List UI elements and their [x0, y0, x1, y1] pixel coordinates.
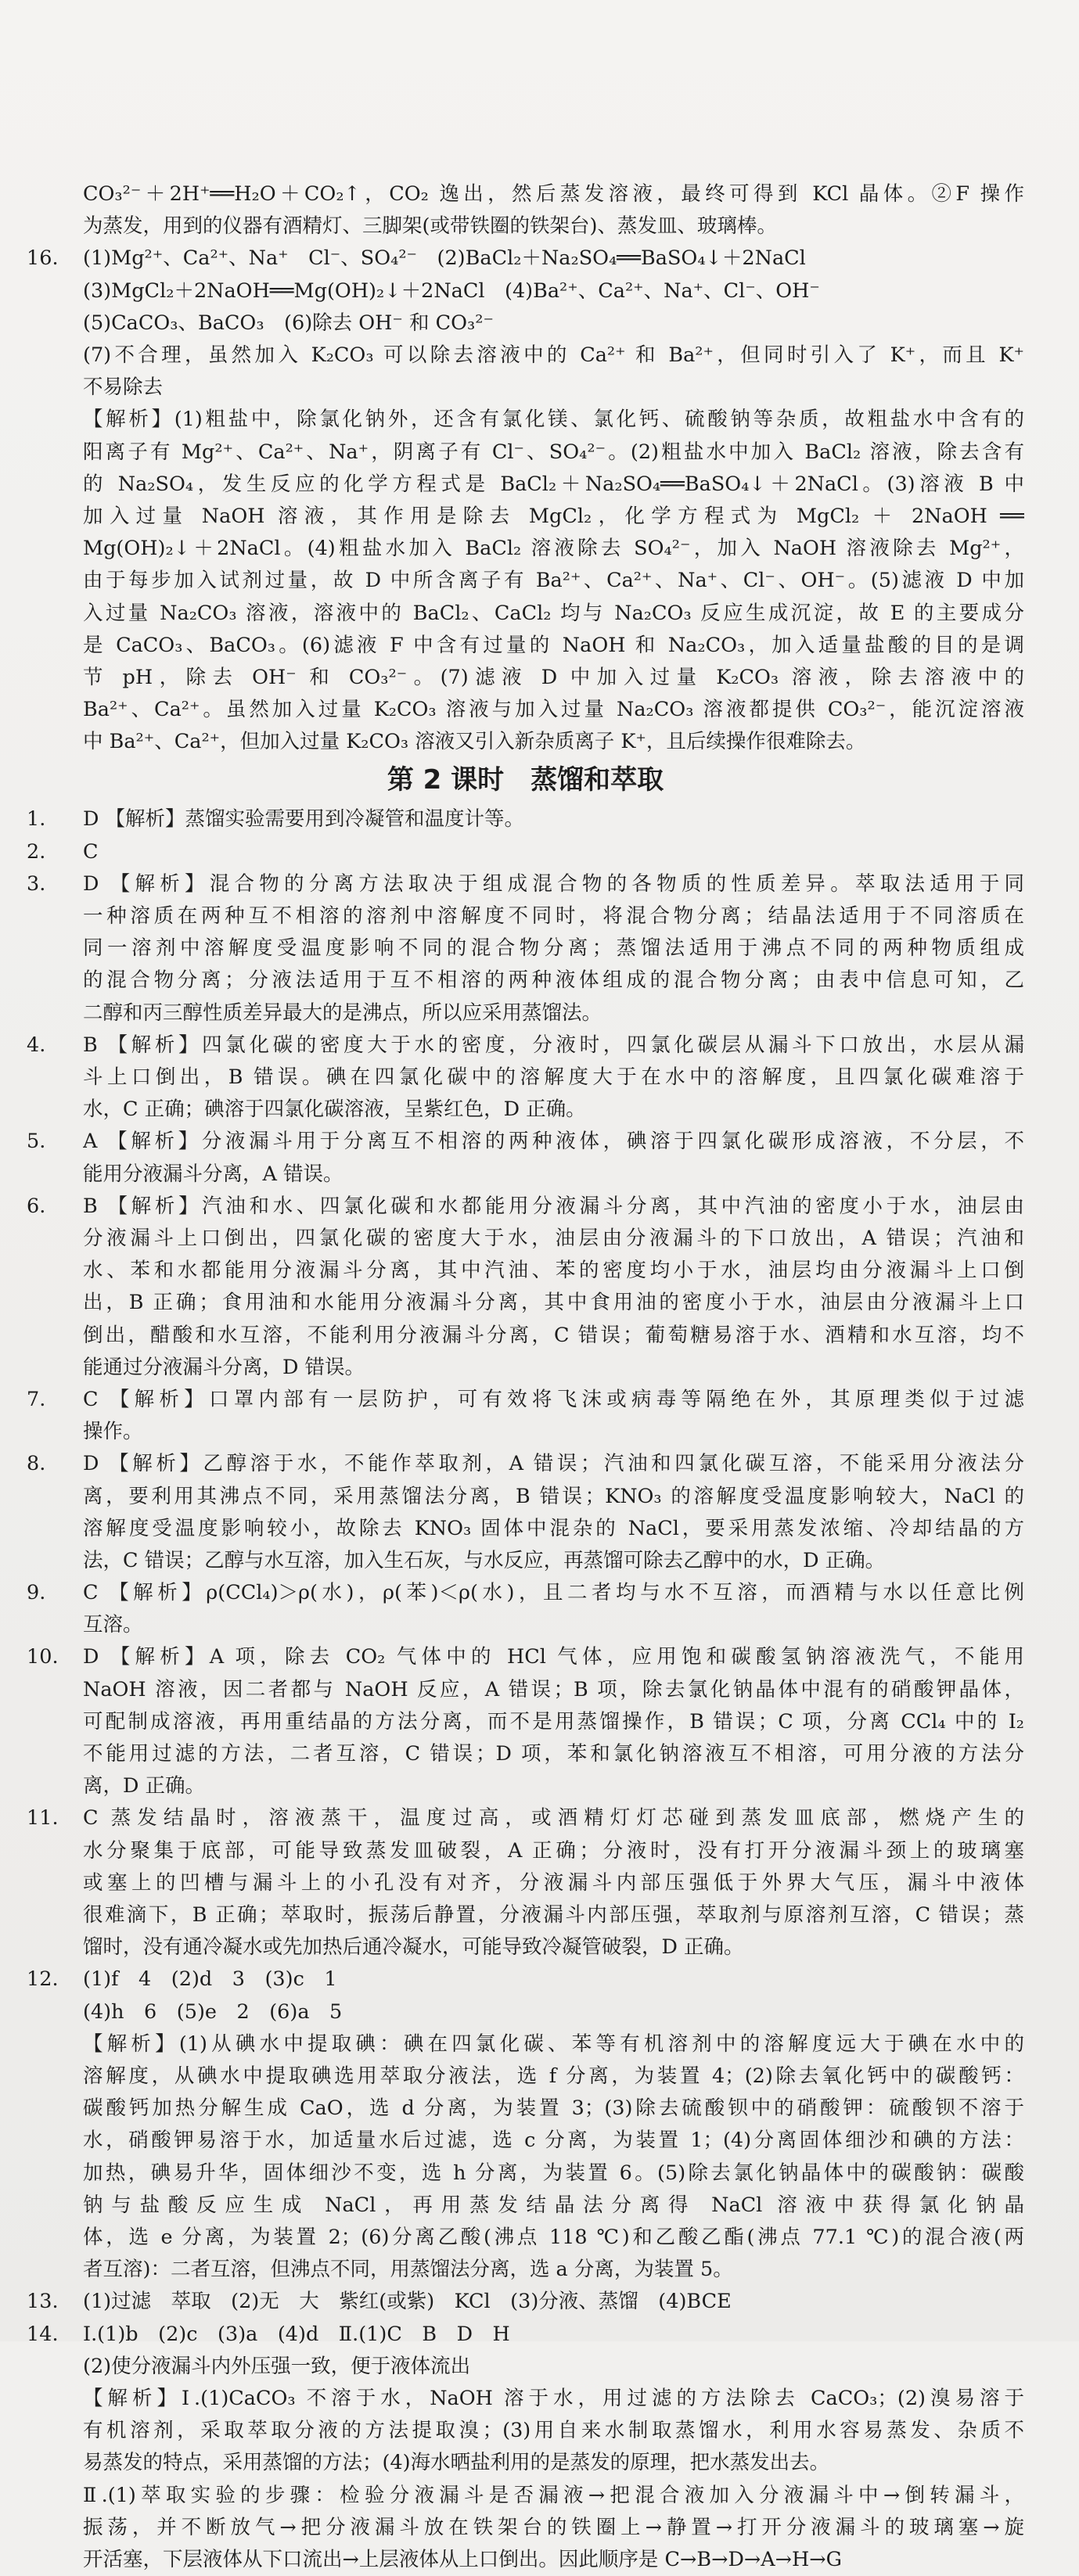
answer-body: [83, 1126, 1024, 1190]
answer-entry: [27, 803, 1024, 835]
answer-body: [83, 1963, 1024, 2286]
answer-line: 水、苯和水都能用分液漏斗分离，其中汽油、苯的密度均小于水，油层均由分液漏斗上口倒: [83, 1259, 1024, 1283]
answer-body: [83, 2319, 1024, 2576]
answer-entry: [27, 1126, 1024, 1190]
answer-line: 出，B 正确；食用油和水能用分液漏斗分离，其中食用油的密度小于水，油层由分液漏斗上口: [83, 1291, 1024, 1315]
answer-line: 的 Na₂SO₄，发生反应的化学方程式是 BaCl₂＋Na₂SO₄══BaSO₄↓＋2NaCl。(3)溶液 B 中: [83, 472, 1024, 496]
answer-body: [83, 868, 1024, 1029]
answer-entry: [27, 178, 1024, 243]
answer-entry: [27, 1641, 1024, 1802]
answer-line: Ⅱ.(1)萃取实验的步骤：检验分液漏斗是否漏液→把混合液加入分液漏斗中→倒转漏斗，: [83, 2483, 1024, 2507]
question-number: 7.: [27, 1387, 46, 1411]
answer-line: 水分聚集于底部，可能导致蒸发皿破裂，A 正确；分液时，没有打开分液漏斗颈上的玻璃塞: [83, 1838, 1024, 1863]
answer-line: C 蒸发结晶时，溶液蒸干，温度过高，或酒精灯灯芯碰到蒸发皿底部，燃烧产生的: [83, 1806, 1024, 1831]
answer-line: 者互溶)：二者互溶，但沸点不同，用蒸馏法分离，选 a 分离，为装置 5。: [83, 2258, 733, 2282]
answer-body: [83, 1191, 1024, 1384]
answer-line: 斗上口倒出，B 错误。碘在四氯化碳中的溶解度大于在水中的溶解度，且四氯化碳难溶于: [83, 1065, 1024, 1090]
answer-entry: [27, 1384, 1024, 1448]
answer-line: 【解析】Ⅰ.(1)CaCO₃ 不溶于水，NaOH 溶于水，用过滤的方法除去 CaCO₃；(2)溴易溶于: [83, 2386, 1024, 2410]
answer-line: 阳离子有 Mg²⁺、Ca²⁺、Na⁺，阴离子有 Cl⁻、SO₄²⁻。(2)粗盐水中加入 BaCl₂ 溶液，除去含有: [83, 440, 1024, 464]
question-number: 1.: [27, 807, 46, 832]
answer-line: 分液漏斗上口倒出，四氯化碳的密度大于水，油层由分液漏斗的下口放出，A 错误；汽油和: [83, 1226, 1024, 1250]
answer-line: (1)f 4 (2)d 3 (3)c 1: [83, 1967, 337, 1992]
answer-line: D 【解析】蒸馏实验需要用到冷凝管和温度计等。: [83, 807, 525, 832]
answer-line: A 【解析】分液漏斗用于分离互不相溶的两种液体，碘溶于四氯化碳形成溶液，不分层，不: [83, 1130, 1024, 1154]
answer-line: 节 pH，除去 OH⁻ 和 CO₃²⁻。(7)滤液 D 中加入过量 K₂CO₃ 溶液，除去溶液中的: [83, 665, 1024, 689]
answer-entry: [27, 1802, 1024, 1963]
answer-line: 馏时，没有通冷凝水或先加热后通冷凝水，可能导致冷凝管破裂，D 正确。: [83, 1935, 744, 1960]
answer-line: 加入过量 NaOH 溶液，其作用是除去 MgCl₂，化学方程式为 MgCl₂ ＋ 2NaOH ══: [83, 504, 1024, 528]
answer-line: Ⅰ.(1)b (2)c (3)a (4)d Ⅱ.(1)C B D H: [83, 2322, 510, 2346]
answer-line: 有机溶剂，采取萃取分液的方法提取溴；(3)用自来水制取蒸馏水，利用水容易蒸发、杂质不: [83, 2419, 1024, 2443]
answer-entry: [27, 868, 1024, 1029]
answer-line: C: [83, 839, 99, 864]
answer-line: NaOH 溶液，因二者都与 NaOH 反应，A 错误；B 项，除去氯化钠晶体中混有的硝酸钾晶体，: [83, 1677, 1024, 1701]
answer-line: 【解析】(1)从碘水中提取碘：碘在四氯化碳、苯等有机溶剂中的溶解度远大于碘在水中的: [83, 2032, 1024, 2056]
answer-body: [83, 1448, 1024, 1577]
question-number: 14.: [27, 2322, 59, 2346]
answer-line: 倒出，醋酸和水互溶，不能利用分液漏斗分离，C 错误；葡萄糖易溶于水、酒精和水互溶，均不: [83, 1323, 1024, 1347]
answer-line: Mg(OH)₂↓＋2NaCl。(4)粗盐水加入 BaCl₂ 溶液除去 SO₄²⁻，加入 NaOH 溶液除去 Mg²⁺，: [83, 537, 1024, 561]
answer-entry: [27, 836, 1024, 868]
answer-line: 离，要利用其沸点不同，采用蒸馏法分离，B 错误；KNO₃ 的溶解度受温度影响较大，NaCl 的: [83, 1484, 1024, 1508]
section-title: 第 2 课时 蒸馏和萃取: [387, 764, 664, 796]
answer-line: 加热，碘易升华，固体细沙不变，选 h 分离，为装置 6。(5)除去氯化钠晶体中的碳酸钠：碳酸: [83, 2161, 1024, 2185]
answer-line: 振荡，并不断放气→把分液漏斗放在铁架台的铁圈上→静置→打开分液漏斗的玻璃塞→旋: [83, 2515, 1024, 2539]
answer-body: [83, 836, 1024, 868]
answer-line: 操作。: [83, 1420, 143, 1444]
answer-entry: [27, 1191, 1024, 1384]
answer-line: 很难滴下，B 正确；萃取时，振荡后静置，分液漏斗内部压强，萃取剂与原溶剂互溶，C 错误；蒸: [83, 1903, 1024, 1927]
question-number: 2.: [27, 839, 46, 864]
question-number: 13.: [27, 2290, 59, 2314]
answer-body: [83, 1577, 1024, 1641]
answer-line: 钠与盐酸反应生成 NaCl，再用蒸发结晶法分离得 NaCl 溶液中获得氯化钠晶: [83, 2193, 1024, 2217]
answer-entry: [27, 2286, 1024, 2318]
answer-line: Ba²⁺、Ca²⁺。虽然加入过量 K₂CO₃ 溶液与加入过量 Na₂CO₃ 溶液都提供 CO₃²⁻，能沉淀溶液: [83, 698, 1024, 722]
answer-body: [83, 1384, 1024, 1448]
answer-body: [83, 1029, 1024, 1126]
answer-line: 是 CaCO₃、BaCO₃。(6)滤液 F 中含有过量的 NaOH 和 Na₂CO₃，加入适量盐酸的目的是调: [83, 633, 1024, 657]
answer-line: 的混合物分离；分液法适用于互不相溶的两种液体组成的混合物分离；由表中信息可知，乙: [83, 968, 1024, 993]
question-number: 9.: [27, 1581, 46, 1605]
answer-line: B 【解析】汽油和水、四氯化碳和水都能用分液漏斗分离，其中汽油的密度小于水，油层由: [83, 1194, 1024, 1218]
answer-block-previous: [27, 178, 1024, 758]
question-number: 3.: [27, 871, 46, 896]
answer-line: 能用分液漏斗分离，A 错误。: [83, 1162, 343, 1186]
question-number: 12.: [27, 1967, 59, 1992]
answer-line: 可配制成溶液，再用重结晶的方法分离，而不是用蒸馏操作，B 错误；C 项，分离 CCl₄ 中的 I₂: [83, 1709, 1024, 1734]
answer-entry: [27, 1577, 1024, 1641]
answer-line: 互溶。: [83, 1613, 143, 1637]
answer-entry: [27, 243, 1024, 758]
answer-line: 不能用过滤的方法，二者互溶，C 错误；D 项，苯和氯化钠溶液互不相溶，可用分液的方法分: [83, 1742, 1024, 1766]
answer-line: 中 Ba²⁺、Ca²⁺，但加入过量 K₂CO₃ 溶液又引入新杂质离子 K⁺，且后续操作很难除去。: [83, 730, 866, 754]
answer-line: 水，硝酸钾易溶于水，加适量水后过滤，选 c 分离，为装置 1；(4)分离固体细沙和碘的方法：: [83, 2129, 1024, 2153]
answer-line: D 【解析】混合物的分离方法取决于组成混合物的各物质的性质差异。萃取法适用于同: [83, 871, 1024, 896]
answer-line: (4)h 6 (5)e 2 (6)a 5: [83, 1999, 343, 2024]
answer-body: [83, 1641, 1024, 1802]
question-number: 8.: [27, 1452, 46, 1476]
question-number: 11.: [27, 1806, 59, 1831]
question-number: 4.: [27, 1033, 46, 1057]
answer-line: (3)MgCl₂＋2NaOH══Mg(OH)₂↓＋2NaCl (4)Ba²⁺、Ca²⁺、Na⁺、Cl⁻、OH⁻: [83, 278, 820, 303]
answer-body: [83, 1802, 1024, 1963]
answer-line: D 【解析】乙醇溶于水，不能作萃取剂，A 错误；汽油和四氯化碳互溶，不能采用分液法分: [83, 1452, 1024, 1476]
answer-line: 入过量 Na₂CO₃ 溶液，溶液中的 BaCl₂、CaCl₂ 均与 Na₂CO₃ 反应生成沉淀，故 E 的主要成分: [83, 601, 1024, 625]
answer-line: 开活塞，下层液体从下口流出→上层液体从上口倒出。因此顺序是 C→B→D→A→H→G: [83, 2547, 843, 2571]
question-number: 16.: [27, 246, 59, 271]
question-number: 5.: [27, 1130, 46, 1154]
question-number: 10.: [27, 1645, 59, 1669]
answer-entry: [27, 2319, 1024, 2576]
answer-line: 或塞上的凹槽与漏斗上的小孔没有对齐，分液漏斗内部压强低于外界大气压，漏斗中液体: [83, 1870, 1024, 1895]
answer-line: C 【解析】口罩内部有一层防护，可有效将飞沫或病毒等隔绝在外，其原理类似于过滤: [83, 1387, 1024, 1411]
answer-line: 【解析】(1)粗盐中，除氯化钠外，还含有氯化镁、氯化钙、硫酸钠等杂质，故粗盐水中含有的: [83, 408, 1024, 432]
question-number: 6.: [27, 1194, 46, 1218]
answer-line: (1)过滤 萃取 (2)无 大 紫红(或紫) KCl (3)分液、蒸馏 (4)BCE: [83, 2290, 732, 2314]
answer-line: B 【解析】四氯化碳的密度大于水的密度，分液时，四氯化碳层从漏斗下口放出，水层从漏: [83, 1033, 1024, 1057]
answer-entry: [27, 1963, 1024, 2286]
answer-line: (2)使分液漏斗内外压强一致，便于液体流出: [83, 2354, 471, 2378]
answer-entry: [27, 1029, 1024, 1126]
answer-line: 为蒸发，用到的仪器有酒精灯、三脚架(或带铁圈的铁架台)、蒸发皿、玻璃棒。: [83, 214, 777, 239]
answer-line: 溶解度受温度影响较小，故除去 KNO₃ 固体中混杂的 NaCl，要采用蒸发浓缩、冷却结晶的方: [83, 1516, 1024, 1540]
answer-body: [83, 2286, 1024, 2318]
answer-line: 离，D 正确。: [83, 1774, 206, 1798]
answer-line: 由于每步加入试剂过量，故 D 中所含离子有 Ba²⁺、Ca²⁺、Na⁺、Cl⁻、OH⁻。(5)滤液 D 中加: [83, 569, 1024, 593]
answer-line: 碳酸钙加热分解生成 CaO，选 d 分离，为装置 3；(3)除去硫酸钡中的硝酸钾：硫酸钡不溶于: [83, 2096, 1024, 2121]
answer-line: 法，C 错误；乙醇与水互溶，加入生石灰，与水反应，再蒸馏可除去乙醇中的水，D 正确。: [83, 1548, 886, 1572]
answer-line: 二醇和丙三醇性质差异最大的是沸点，所以应采用蒸馏法。: [83, 1001, 602, 1025]
answer-line: (5)CaCO₃、BaCO₃ (6)除去 OH⁻ 和 CO₃²⁻: [83, 311, 494, 335]
answer-line: (1)Mg²⁺、Ca²⁺、Na⁺ Cl⁻、SO₄²⁻ (2)BaCl₂＋Na₂SO₄══BaSO₄↓＋2NaCl: [83, 246, 806, 271]
answer-body: [83, 243, 1024, 758]
answer-line: 体，选 e 分离，为装置 2；(6)分离乙酸(沸点 118 ℃)和乙酸乙酯(沸点 77.1 ℃)的混合液(两: [83, 2225, 1024, 2249]
answer-line: 水，C 正确；碘溶于四氯化碳溶液，呈紫红色，D 正确。: [83, 1098, 586, 1122]
answer-line: 易蒸发的特点，采用蒸馏的方法；(4)海水晒盐利用的是蒸发的原理，把水蒸发出去。: [83, 2451, 830, 2475]
answer-line: 一种溶质在两种互不相溶的溶剂中溶解度不同时，将混合物分离；结晶法适用于不同溶质在: [83, 904, 1024, 929]
answer-body: [83, 803, 1024, 835]
question-number: [27, 178, 83, 243]
answer-line: 溶解度，从碘水中提取碘选用萃取分液法，选 f 分离，为装置 4；(2)除去氧化钙中的碳酸钙：: [83, 2064, 1024, 2088]
answer-line: (7)不合理，虽然加入 K₂CO₃ 可以除去溶液中的 Ca²⁺ 和 Ba²⁺，但同时引入了 K⁺，而且 K⁺: [83, 343, 1024, 367]
answer-body: [83, 178, 1024, 243]
answer-line: 不易除去: [83, 375, 164, 400]
answer-line: C 【解析】ρ(CCl₄)＞ρ(水)，ρ(苯)＜ρ(水)，且二者均与水不互溶，而酒精与水以任意比例: [83, 1581, 1024, 1605]
answer-line: D 【解析】A 项，除去 CO₂ 气体中的 HCl 气体，应用饱和碳酸氢钠溶液洗气，不能用: [83, 1645, 1024, 1669]
answer-list: [27, 803, 1024, 2576]
answer-entry: [27, 1448, 1024, 1577]
answer-line: 能通过分液漏斗分离，D 错误。: [83, 1355, 365, 1379]
answer-line: CO₃²⁻＋2H⁺══H₂O＋CO₂↑，CO₂ 逸出，然后蒸发溶液，最终可得到 KCl 晶体。②F 操作: [83, 182, 1024, 206]
answer-line: 同一溶剂中溶解度受温度影响不同的混合物分离；蒸馏法适用于沸点不同的两种物质组成: [83, 936, 1024, 961]
